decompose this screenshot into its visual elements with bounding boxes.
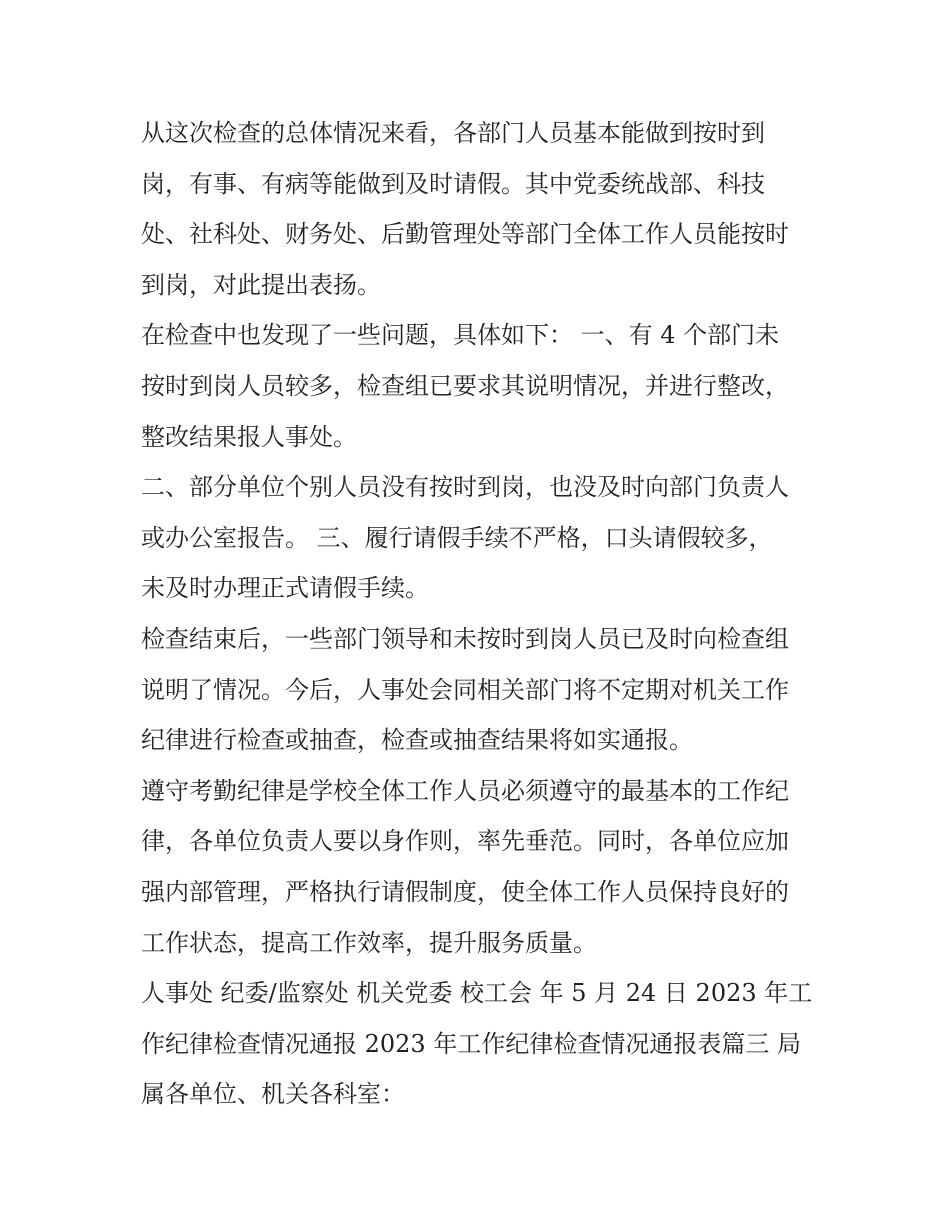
text-line: 律，各单位负责人要以身作则，率先垂范。同时，各单位应加 (141, 827, 789, 856)
text-line: 未及时办理正式请假手续。 (141, 574, 429, 603)
text-line: 二、部分单位个别人员没有按时到岗，也没及时向部门负责人 (141, 473, 789, 502)
text-line: 强内部管理，严格执行请假制度，使全体工作人员保持良好的 (141, 877, 789, 906)
paragraph-overall-situation (141, 108, 813, 310)
document-page (141, 108, 813, 1120)
text-line: 到岗，对此提出表扬。 (141, 270, 381, 299)
text-line: 或办公室报告。 三、履行请假手续不严格，口头请假较多， (141, 523, 773, 552)
text-line: 从这次检查的总体情况来看，各部门人员基本能做到按时到 (141, 119, 765, 147)
paragraph-signature-and-next-section (141, 968, 813, 1120)
text-line: 检查结束后，一些部门领导和未按时到岗人员已及时向检查组 (141, 624, 789, 653)
text-line: 处、社科处、财务处、后勤管理处等部门全体工作人员能按时 (141, 220, 789, 249)
text-line: 人事处 纪委/监察处 机关党委 校工会 年 5 月 24 日 2023 年工 (141, 979, 813, 1008)
paragraph-problem-items (141, 462, 813, 614)
text-line: 岗，有事、有病等能做到及时请假。其中党委统战部、科技 (141, 169, 765, 198)
text-line: 整改结果报人事处。 (141, 422, 357, 451)
text-line: 纪律进行检查或抽查，检查或抽查结果将如实通报。 (141, 726, 693, 755)
text-line: 在检查中也发现了一些问题，具体如下： 一、有 4 个部门未 (141, 321, 780, 350)
text-line: 作纪律检查情况通报 2023 年工作纪律检查情况通报表篇三 局 (141, 1029, 801, 1058)
text-line: 工作状态，提高工作效率，提升服务质量。 (141, 928, 597, 957)
paragraph-problems-found (141, 310, 813, 462)
text-line: 遵守考勤纪律是学校全体工作人员必须遵守的最基本的工作纪 (141, 776, 789, 805)
text-line: 按时到岗人员较多，检查组已要求其说明情况，并进行整改， (141, 371, 789, 400)
text-line: 说明了情况。今后，人事处会同相关部门将不定期对机关工作 (141, 675, 789, 704)
paragraph-discipline-requirements (141, 766, 813, 968)
paragraph-follow-up (141, 614, 813, 766)
text-line: 属各单位、机关各科室： (141, 1080, 405, 1109)
